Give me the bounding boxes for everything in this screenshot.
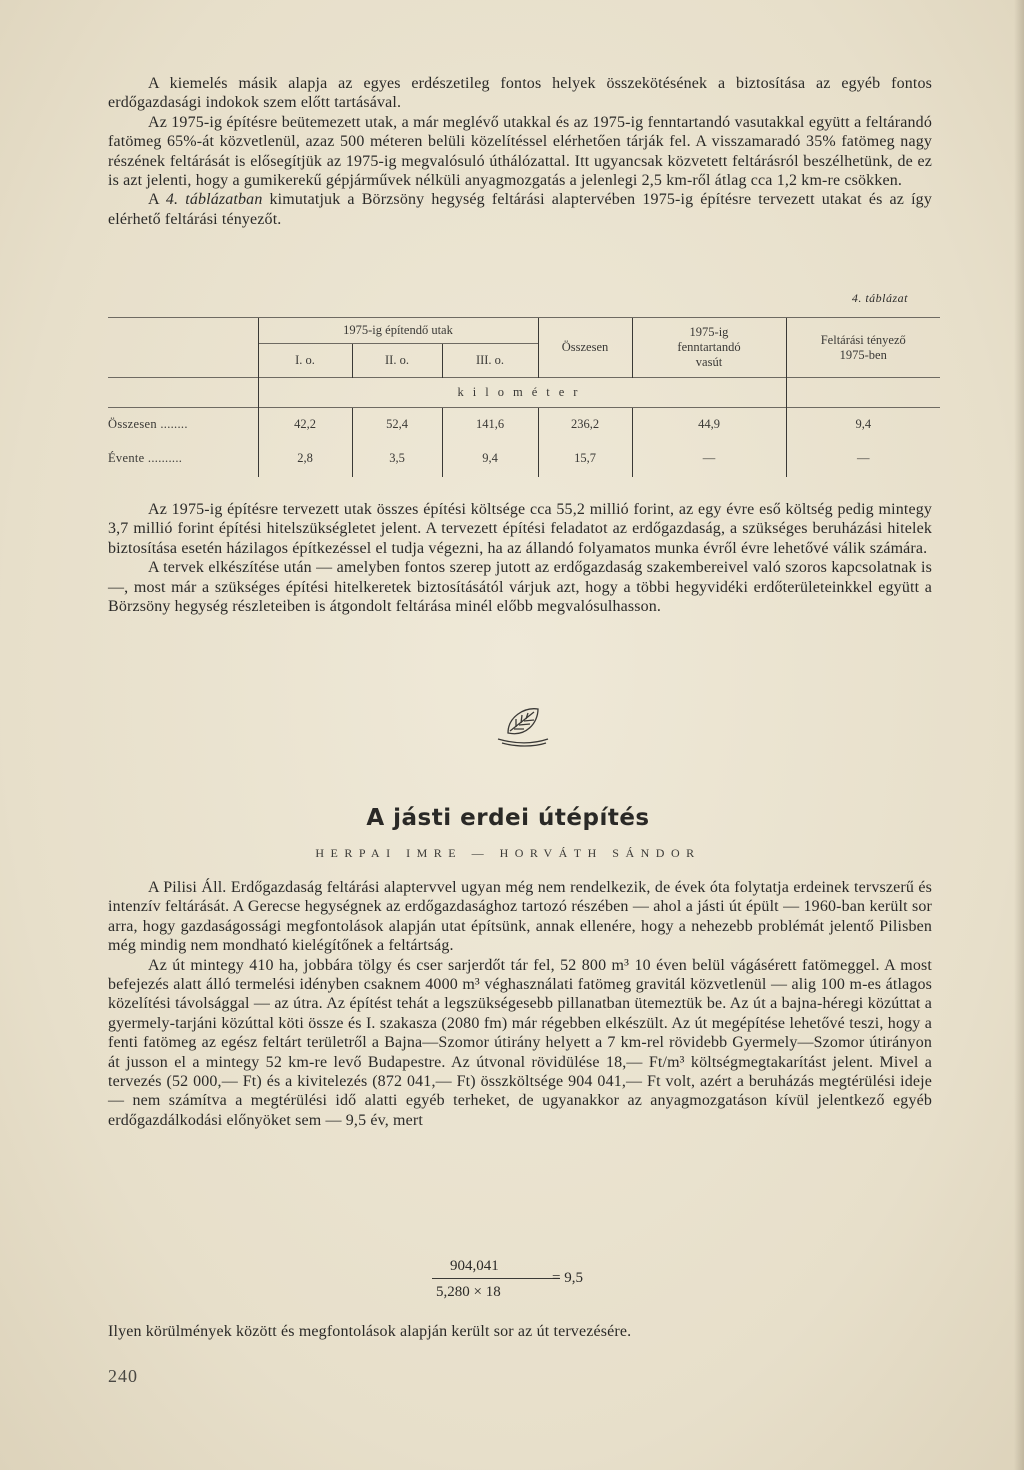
header-group: 1975-ig építendő utak — [258, 318, 538, 344]
table-cell: 9,4 — [442, 441, 538, 477]
middle-text-block — [108, 500, 932, 616]
table-cell: 15,7 — [538, 441, 632, 477]
table-caption: 4. táblázat — [851, 291, 908, 305]
table-cell: 3,5 — [352, 441, 442, 477]
table-cell: 236,2 — [538, 408, 632, 441]
paragraph-6: A Pilisi Áll. Erdőgazdaság feltárási alaptervvel ugyan még nem rendelkezik, de évek óta folytatja erdeinek tervszerű és intenzív feltárását. A Gerecse hegységnek az erdőgazdasághoz tartozó részében — ahol a jásti út épült — 1960-ban került sor arra, hogy gazdaságossági megfontolások alapján utat építsünk, annak ellenére, hogy a nehezebb problémát jelentő Pilisben még mindig nem mondható kielégítőnek a feltártság. — [108, 879, 932, 955]
table-cell: 9,4 — [786, 408, 940, 441]
table-cell: 2,8 — [258, 441, 352, 477]
page-number: 240 — [108, 1366, 138, 1386]
article-authors: HERPAI IMRE — HORVÁTH SÁNDOR — [315, 846, 701, 860]
row-label: Összesen ........ — [108, 408, 258, 441]
header-feltarasi: Feltárási tényező 1975-ben — [786, 318, 940, 378]
formula-result: = 9,5 — [552, 1270, 583, 1286]
header-iiio: III. o. — [442, 344, 538, 378]
fraction-bar — [432, 1278, 560, 1279]
paragraph-3: A 4. táblázatban kimutatjuk a Börzsöny hegység feltárási alaptervében 1975-ig építésre tervezett utakat és az így elérhető feltárási tényezőt. — [108, 191, 932, 228]
header-vasut: 1975-ig fenntartandó vasút — [632, 318, 786, 378]
closing-text-block — [108, 1322, 932, 1341]
payback-formula — [420, 1258, 620, 1308]
paragraph-7: Az út mintegy 410 ha, jobbára tölgy és cser sarjerdőt tár fel, 52 800 m³ 10 éven belül vágásérett fatömeggel. A most befejezés alatt álló termelési idényben csaknem 4000 m³ véghasználati fatömeg gravitál közvetlenül — alig 100 m-es átlagos közelítési távolsággal — az útra. Az építést tehát a legszükségesebb pillanatban ütemeztük be. Az út a bajna-héregi közúttat a gyermely-tarjáni közúttal köti össze és I. szakasza (2080 fm) már régebben elkészült. Az út megépítése lehetővé teszi, hogy a fenti fatömeg az egész feltárt területről a Bajna—Szomor útirány helyett a 7 km-rel rövidebb Gyermely—Szomor útirányon át jusson el a mintegy 52 km-re levő Budapestre. Az útvonal rövidülése 18,— Ft/m³ költségmegtakarítást jelent. Mivel a tervezés (52 000,— Ft) és a kivitelezés (872 041,— Ft) összköltsége 904 041,— Ft volt, azért a beruházás megtérülési ideje — nem számítva a megtérülési idő alatti egyéb terheket, de ugyanakkor az anyagmozgatáson kívül jelentkező egyéb erdőgazdálkodási előnyöket sem — 9,5 év, mert — [108, 956, 932, 1129]
road-table — [108, 317, 940, 477]
article-text-block — [108, 878, 932, 1130]
paragraph-2: Az 1975-ig építésre beütemezett utak, a már meglévő utakkal és az 1975-ig fenntartandó vasutakkal együtt a feltárandó fatömeg 65%-át közvetlenül, azaz 500 méteren belüli közelítéssel elérhetően tárják fel. A visszamaradó 35% fatömeg nagy részének feltárását is elősegítjük az 1975-ig megvalósuló úthálózattal. Itt ugyancsak közvetett feltárásról beszélhetünk, de ez is azt jelenti, hogy a gumikerekű gépjárművek nélküli anyagmozgatás a jelenlegi 2,5 km-ről átlag cca 1,2 km-re csökken. — [108, 113, 932, 190]
row-label: Évente .......... — [108, 451, 183, 465]
paragraph-4: Az 1975-ig építésre tervezett utak összes építési költsége cca 55,2 millió forint, az egy évre eső költség pedig mintegy 3,7 millió forint építési hitelszükségletet jelent. A tervezett építési feladatot az erdőgazdaság, a szükséges beruházási hitelek biztosítása esetén házilagos építkezéssel el tudja végezni, ha az állandó folyamatos munka évről évre lehetővé válik számára. — [108, 501, 932, 557]
header-osszesen: Összesen — [538, 318, 632, 378]
table-cell: 141,6 — [442, 408, 538, 441]
paragraph-1: A kiemelés másik alapja az egyes erdészetileg fontos helyek összekötésének a biztosítása az egyéb fontos erdőgazdasági indokok szem előtt tartásával. — [108, 75, 932, 112]
article-title: A jásti erdei útépítés — [366, 805, 650, 831]
paragraph-8: Ilyen körülmények között és megfontolások alapján került sor az út tervezésére. — [108, 1323, 632, 1340]
formula-numerator: 904,041 — [450, 1258, 499, 1274]
table-cell: 42,2 — [258, 408, 352, 441]
table-cell: — — [632, 441, 786, 477]
page-edge-shadow — [1014, 0, 1024, 1470]
header-iio: II. o. — [352, 344, 442, 378]
formula-denominator: 5,280 × 18 — [436, 1284, 501, 1300]
intro-text-block — [108, 74, 932, 229]
paragraph-5: A tervek elkészítése után — amelyben fontos szerep jutott az erdőgazdaság szakembereivel való szoros kapcsolatnak is —, most már a szükséges építési hitelkeretek biztosításától várjuk azt, hogy a többi hegyvidéki erdőterületeinkkel együtt a Börzsöny hegység részleteiben is átgondolt feltárása minél előbb megvalósulhasson. — [108, 559, 932, 616]
table-cell: 44,9 — [632, 408, 786, 441]
table-cell: 52,4 — [352, 408, 442, 441]
table-corner — [108, 318, 258, 344]
header-io: I. o. — [258, 344, 352, 378]
table-cell: — — [786, 441, 940, 477]
unit-row: kilométer — [258, 378, 786, 408]
leaf-ornament-icon — [494, 703, 552, 751]
